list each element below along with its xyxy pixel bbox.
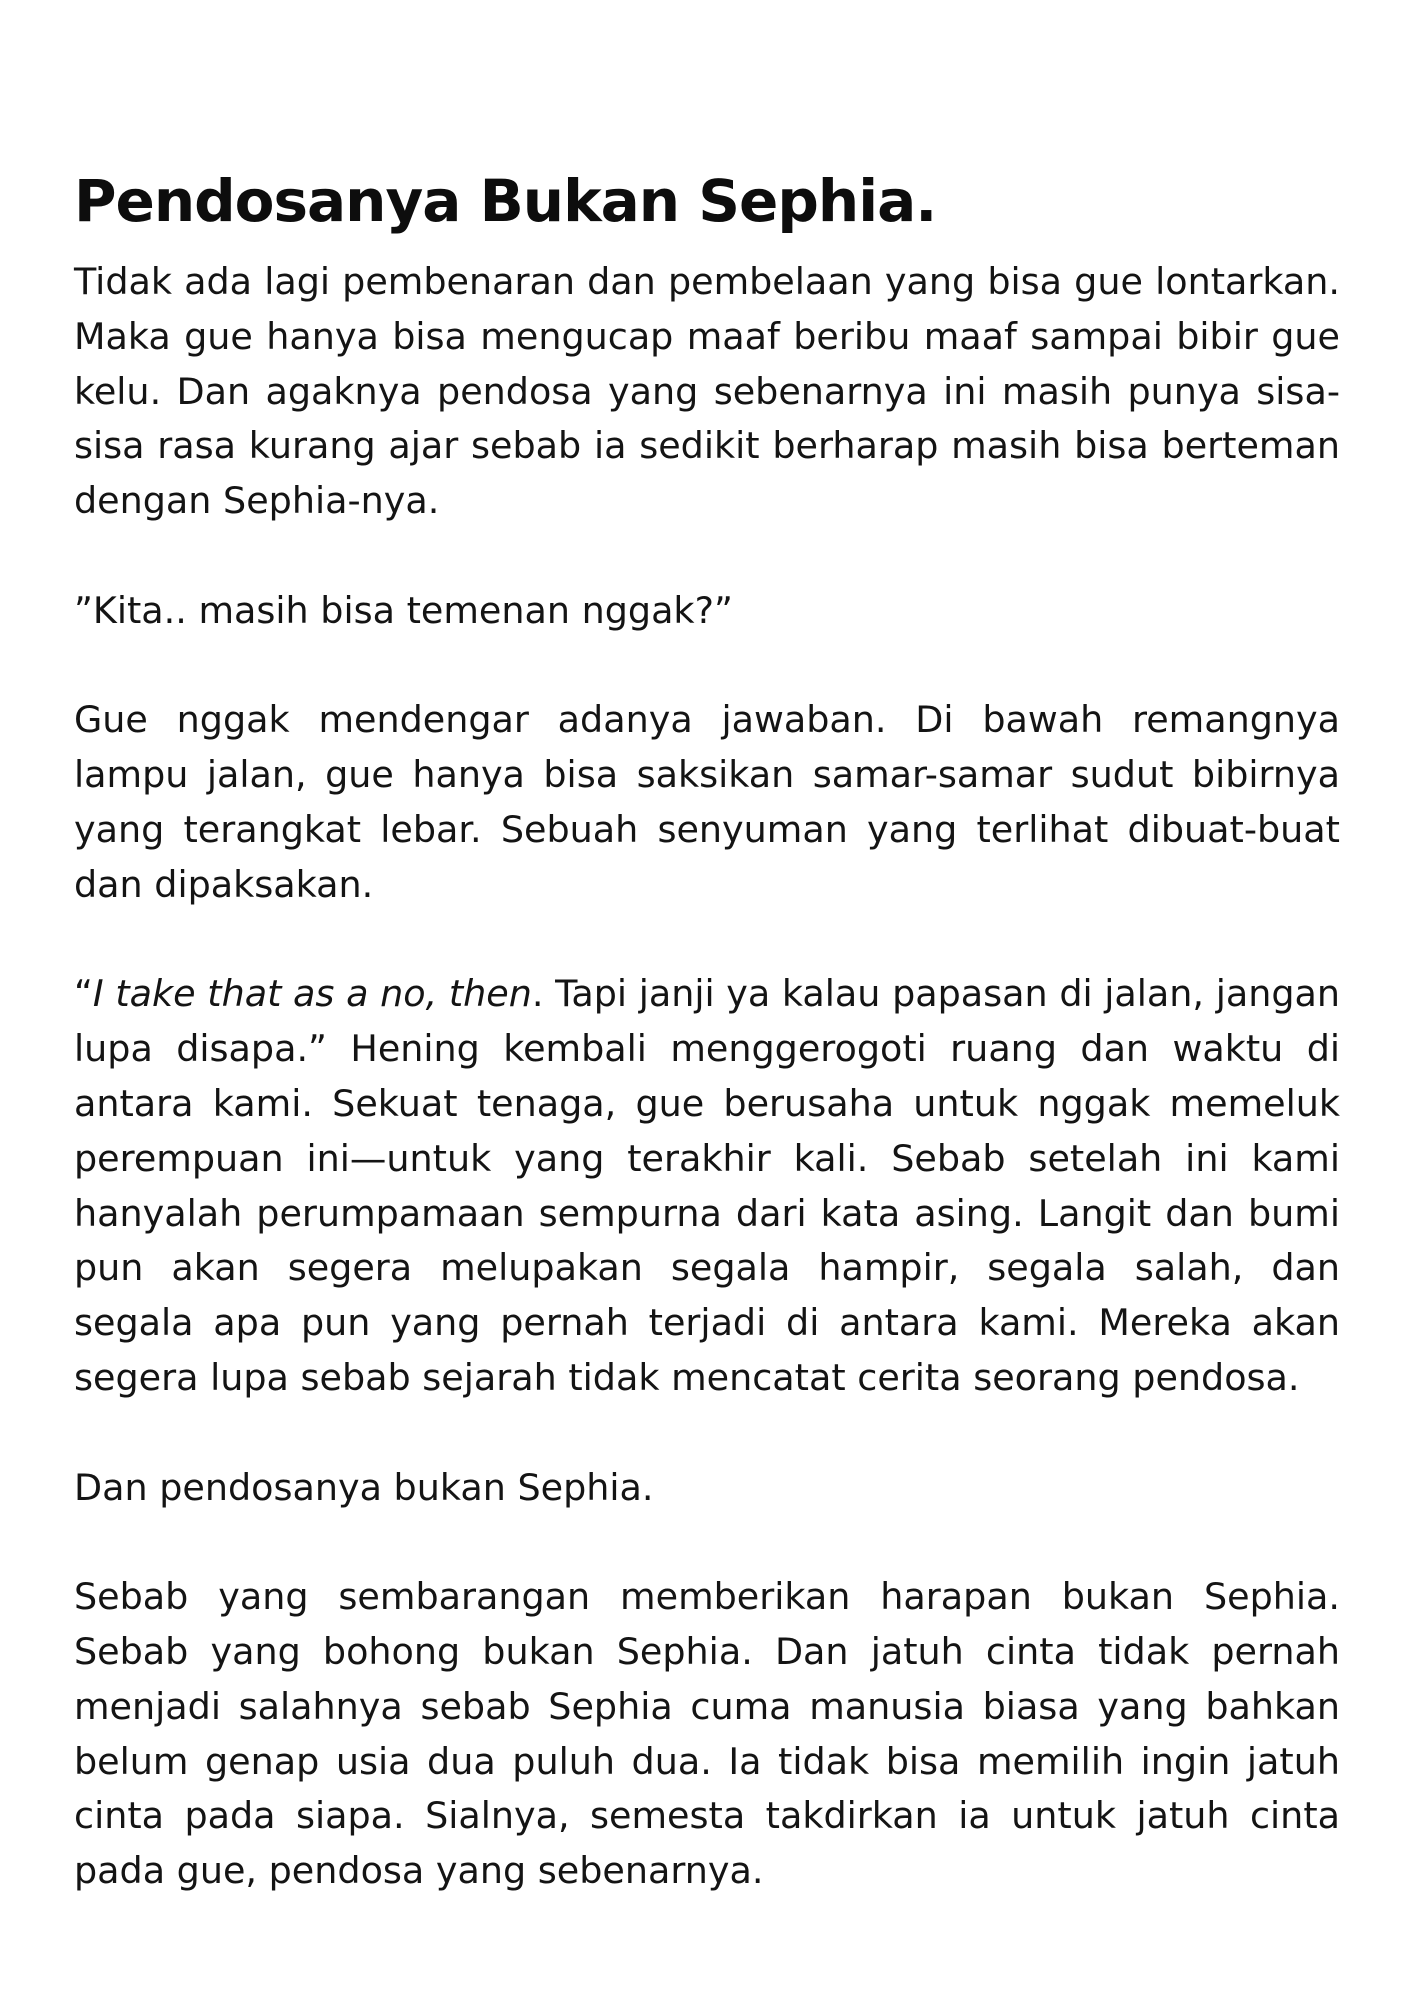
paragraph-4 (74, 967, 1340, 1405)
paragraph-3: Gue nggak mendengar adanya jawaban. Di bawah remangnya lampu jalan, gue hanya bisa saksikan samar-samar sudut bibirnya yang terangkat lebar. Sebuah senyuman yang terlihat dibuat-buat dan dipaksakan. (74, 698, 1340, 906)
italic-phrase: I take that as a no, then (92, 972, 532, 1016)
paragraph-5: Dan pendosanya bukan Sephia. (74, 1465, 654, 1509)
page-title: Pendosanya Bukan Sephia. (74, 167, 937, 235)
quote-open: “ (74, 972, 93, 1016)
document-page (74, 163, 1340, 1954)
paragraph-6: Sebab yang sembarangan memberikan harapan bukan Sephia. Sebab yang bohong bukan Sephia. Dan jatuh cinta tidak pernah menjadi salahnya sebab Sephia cuma manusia biasa yang bahkan belum genap usia dua puluh dua. Ia tidak bisa memilih ingin jatuh cinta pada siapa. Sialnya, semesta takdirkan ia untuk jatuh cinta pada gue, pendosa yang sebenarnya. (74, 1575, 1340, 1893)
paragraph-4-rest: . Tapi janji ya kalau papasan di jalan, jangan lupa disapa.” Hening kembali menggerogoti ruang dan waktu di antara kami. Sekuat tenaga, gue berusaha untuk nggak memeluk perempuan ini—untuk yang terakhir kali. Sebab setelah ini kami hanyalah perumpamaan sempurna dari kata asing. Langit dan bumi pun akan segera melupakan segala hampir, segala salah, dan segala apa pun yang pernah terjadi di antara kami. Mereka akan segera lupa sebab sejarah tidak mencatat cerita seorang pendosa. (74, 972, 1340, 1399)
paragraph-2-dialogue: ”Kita.. masih bisa temenan nggak?” (74, 588, 733, 632)
paragraph-1: Tidak ada lagi pembenaran dan pembelaan yang bisa gue lontarkan. Maka gue hanya bisa mengucap maaf beribu maaf sampai bibir gue kelu. Dan agaknya pendosa yang sebenarnya ini masih punya sisa-sisa rasa kurang ajar sebab ia sedikit berharap masih bisa berteman dengan Sephia-nya. (74, 260, 1340, 523)
